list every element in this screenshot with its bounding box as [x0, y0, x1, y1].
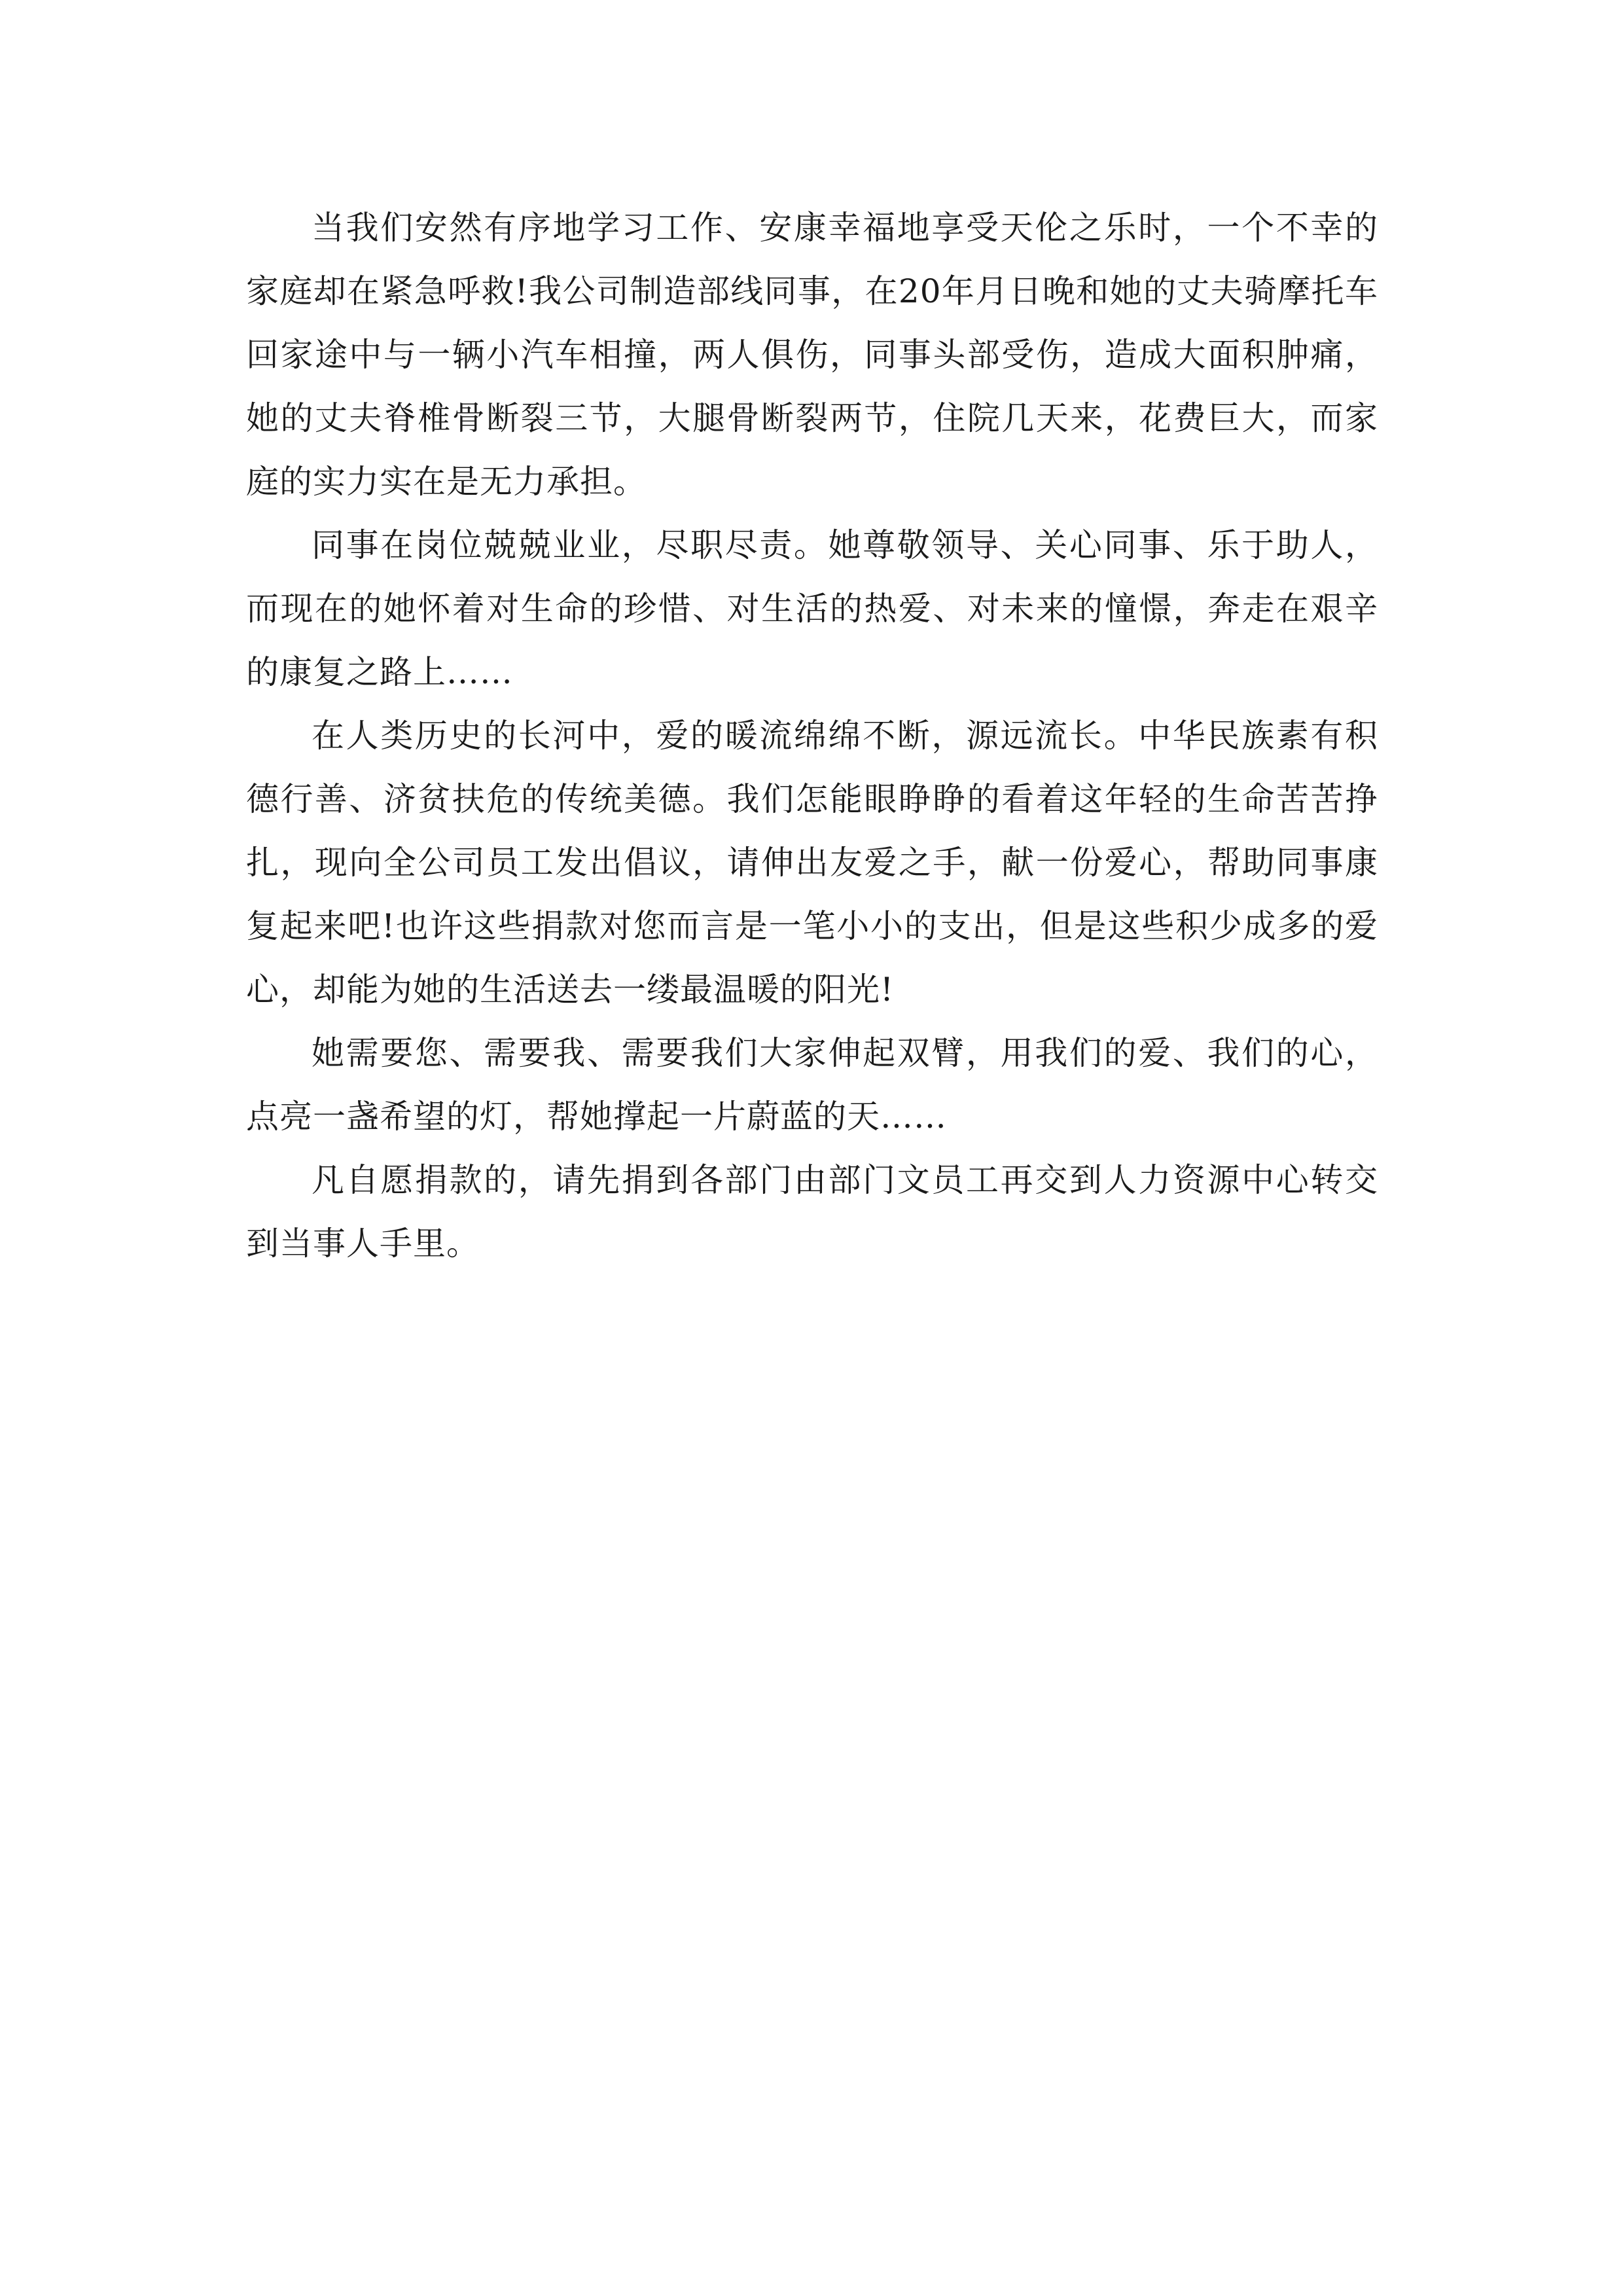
paragraph-1: 当我们安然有序地学习工作、安康幸福地享受天伦之乐时，一个不幸的家庭却在紧急呼救!我公司制造部线同事，在20年月日晚和她的丈夫骑摩托车回家途中与一辆小汽车相撞，两人俱伤，同事头部受伤，造成大面积肿痛，她的丈夫脊椎骨断裂三节，大腿骨断裂两节，住院几天来，花费巨大，而家庭的实力实在是无力承担。 — [246, 209, 1378, 501]
paragraph-5: 凡自愿捐款的，请先捐到各部门由部门文员工再交到人力资源中心转交到当事人手里。 — [246, 1161, 1378, 1263]
document-body — [246, 196, 1378, 1276]
paragraph-3: 在人类历史的长河中，爱的暖流绵绵不断，源远流长。中华民族素有积德行善、济贫扶危的传统美德。我们怎能眼睁睁的看着这年轻的生命苦苦挣扎，现向全公司员工发出倡议，请伸出友爱之手，献一份爱心，帮助同事康复起来吧!也许这些捐款对您而言是一笔小小的支出，但是这些积少成多的爱心，却能为她的生活送去一缕最温暖的阳光! — [246, 717, 1378, 1009]
paragraph-2: 同事在岗位兢兢业业，尽职尽责。她尊敬领导、关心同事、乐于助人，而现在的她怀着对生命的珍惜、对生活的热爱、对未来的憧憬，奔走在艰辛的康复之路上…… — [246, 526, 1378, 691]
paragraph-4: 她需要您、需要我、需要我们大家伸起双臂，用我们的爱、我们的心，点亮一盏希望的灯，帮她撑起一片蔚蓝的天…… — [246, 1034, 1378, 1136]
